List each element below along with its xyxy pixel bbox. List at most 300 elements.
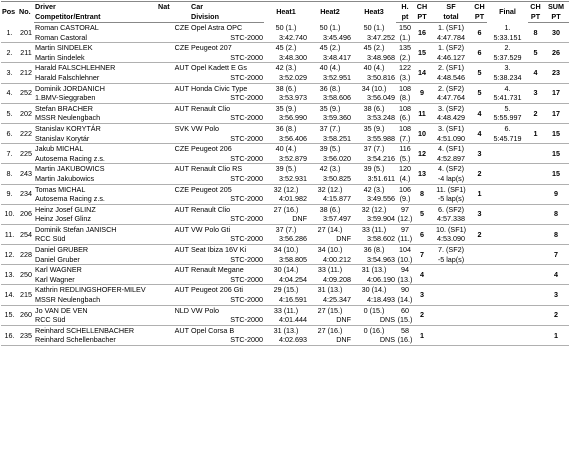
sum-points: 17 [543,83,569,103]
heat1-time: 3:48.300 [264,53,308,63]
division-label: STC-2000 [190,335,264,345]
pos-cell: 13. [1,265,18,285]
heat3-points: 36 (8.) [363,245,385,255]
ch-points-final [528,204,543,224]
driver-name: Martin JAKUBOWICS [35,164,105,174]
heat-points-total: 135 [399,43,411,53]
table-body [1,23,569,346]
number-cell: 250 [18,265,34,285]
superfinal-position: 2. (SF1) [438,63,464,73]
heat2-time: 4:25.347 [308,295,352,305]
heat3-time: 3:54.216 [352,154,396,164]
table-row [1,184,569,194]
sum-points: 2 [543,305,569,325]
sum-points: 8 [543,204,569,224]
heat2-points: 27 (16.) [317,325,343,335]
heat-points-total: 97 [401,224,409,234]
ch-points-final [528,224,543,244]
final-time [487,335,528,345]
pos-cell: 5. [1,103,18,123]
car-model: VW Polo [191,305,219,315]
heat3-points: 32 (12.) [361,204,387,214]
col-pos-header: Pos [1,2,18,23]
driver-name: Stanislav KORYTÁR [35,123,101,133]
number-cell: 201 [18,23,34,43]
heat1-points: 36 (8.) [275,123,297,133]
ch-points-heats: 7 [414,245,430,265]
car-model: Peugeot 207 [191,43,232,53]
heat3-points: 50 (1.) [363,22,385,32]
ch-points-superfinal [472,325,487,345]
car-model: Peugeot 205 [191,184,232,194]
heat-rank: (3.) [396,73,414,83]
superfinal-position: 10. (SF1) [436,224,466,234]
superfinal-time: 4:51.090 [430,134,472,144]
heat3-points: 34 (10.) [361,83,387,93]
entrant-name: Martin Jakubowics [34,174,157,184]
driver-name: Jakub MICHAL [35,144,84,154]
table-row [1,83,569,93]
ch-points-superfinal: 6 [472,43,487,63]
table-row [1,204,569,214]
heat2-points: 50 (1.) [319,22,341,32]
heat-rank: (5.) [396,154,414,164]
heat3-time: 3:51.611 [352,174,396,184]
pos-cell: 14. [1,285,18,305]
sum-points: 7 [543,245,569,265]
sum-points: 3 [543,285,569,305]
division-label: STC-2000 [190,234,264,244]
entrant-name: Martin Sindelek [34,53,157,63]
number-cell: 254 [18,224,34,244]
nationality: AUT [157,164,190,184]
heat-points-total: 122 [399,63,411,73]
final-position: 1. [504,22,511,32]
nationality: SVK [157,123,190,143]
division-label: STC-2000 [190,73,264,83]
nationality: AUT [157,285,190,305]
superfinal-position: 6. (SF2) [438,204,464,214]
heat2-time: 3:45.496 [308,33,352,43]
car-model: Renault Clio [191,103,231,113]
ch-points-superfinal: 6 [472,23,487,43]
ch-points-final [528,305,543,325]
superfinal-time: 4:48.429 [430,113,472,123]
heat3-points: 30 (14.) [361,285,387,295]
final-time [487,295,528,305]
heat3-points: 35 (9.) [363,123,385,133]
nationality: NLD [157,305,190,325]
division-label: STC-2000 [190,93,264,103]
heat2-points: 32 (12.) [317,184,343,194]
ch-points-final: 1 [528,123,543,143]
heat3-time: 3:56.049 [352,93,396,103]
nationality: CZE [157,184,190,204]
heat2-points: 35 (9.) [319,103,341,113]
sum-points: 4 [543,265,569,285]
col-entrant-header: Competitor/Entrant [34,12,157,23]
heat2-points: 40 (4.) [319,63,341,73]
heat3-time: 3:48.968 [352,53,396,63]
number-cell: 211 [18,43,34,63]
table-header [1,2,569,23]
division-label: STC-2000 [190,315,264,325]
table-row [1,103,569,113]
heat3-points: 40 (4.) [363,63,385,73]
nationality: AUT [157,265,190,285]
col-driver-header: Driver [34,2,157,13]
ch-points-superfinal: 2 [472,164,487,184]
heat3-points: 33 (11.) [361,224,387,234]
pos-cell: 4. [1,83,18,103]
heat2-time: 3:52.951 [308,73,352,83]
heat-points-total: 106 [399,184,411,194]
heat2-points: 27 (15.) [317,305,343,315]
superfinal-time: 4:47.764 [430,93,472,103]
number-cell: 222 [18,123,34,143]
table-row [1,123,569,133]
ch-points-heats: 12 [414,144,430,164]
heat3-points: 39 (5.) [363,164,385,174]
pos-cell: 16. [1,325,18,345]
superfinal-position: 3. (SF2) [438,103,464,113]
heat3-points: 42 (3.) [363,184,385,194]
heat-points-total: 58 [401,325,409,335]
nationality: AUT [157,83,190,103]
heat1-points: 37 (7.) [275,224,297,234]
heat3-points: 38 (6.) [363,103,385,113]
driver-name: Kathrin REDLINGSHOFER-MILEV [35,285,146,295]
entrant-name: Karl Wagner [34,275,157,285]
ch-points-superfinal: 2 [472,224,487,244]
heat1-time: 3:42.740 [264,33,308,43]
number-cell: 260 [18,305,34,325]
sum-points: 15 [543,164,569,184]
driver-name: Reinhard SCHELLENBACHER [35,325,135,335]
final-time: 5:33.151 [487,33,528,43]
heat3-points: 31 (13.) [361,265,387,275]
ch-points-heats: 4 [414,265,430,285]
superfinal-position [430,285,472,295]
col-division-header: Division [190,12,264,23]
superfinal-position: 2. (SF2) [438,83,464,93]
heat3-time: 3:47.252 [352,33,396,43]
entrant-name: RCC Süd [34,234,157,244]
ch-points-heats: 14 [414,63,430,83]
heat3-time: 3:54.963 [352,255,396,265]
heat3-points: 37 (7.) [363,144,385,154]
final-position: 5. [504,103,511,113]
heat1-time: 4:01.444 [264,315,308,325]
heat3-time: 3:58.602 [352,234,396,244]
number-cell: 215 [18,285,34,305]
heat1-points: 33 (11.) [273,305,299,315]
superfinal-time: 4:53.090 [430,234,472,244]
heat1-time: 3:56.990 [264,113,308,123]
heat3-time: 3:53.248 [352,113,396,123]
heat-rank: (14.) [397,295,413,305]
division-label: STC-2000 [190,174,264,184]
pos-cell: 15. [1,305,18,325]
heat2-time: DNF [308,335,352,345]
ch-points-heats: 6 [414,224,430,244]
col-chpt1-header-2: PT [414,12,430,23]
pos-cell: 6. [1,123,18,143]
entrant-name: Heinz Josef Glinz [34,214,157,224]
number-cell: 234 [18,184,34,204]
heat-points-total: 108 [399,83,411,93]
heat-points-total: 60 [401,305,409,315]
col-hpt-header: H. [396,2,414,13]
final-time [487,194,528,204]
superfinal-time: 4:47.784 [430,33,472,43]
final-time: 5:41.731 [487,93,528,103]
sum-points: 17 [543,103,569,123]
ch-points-final: 4 [528,63,543,83]
heat-points-total: 104 [399,245,411,255]
ch-points-final: 8 [528,23,543,43]
heat1-points: 31 (13.) [273,325,299,335]
final-position [487,305,528,315]
superfinal-time: 4:52.897 [430,154,472,164]
heat2-time: 3:56.020 [308,154,352,164]
ch-points-heats: 11 [414,103,430,123]
ch-points-superfinal: 5 [472,83,487,103]
entrant-name: Autosema Racing z.s. [34,194,157,204]
heat1-points: 42 (3.) [275,63,297,73]
heat3-points: 45 (2.) [363,43,385,53]
superfinal-time: -5 lap(s) [430,255,472,265]
nationality: CZE [157,144,190,164]
entrant-name: MSSR Neulengbach [34,113,157,123]
pos-cell: 2. [1,43,18,63]
heat1-time: 3:53.973 [264,93,308,103]
entrant-name: RCC Süd [34,315,157,325]
final-position [487,164,528,174]
final-time [487,315,528,325]
ch-points-superfinal: 5 [472,63,487,83]
pos-cell: 8. [1,164,18,184]
superfinal-position: 1. (SF1) [438,23,464,32]
nationality: CZE [157,43,190,63]
heat3-time: 4:06.190 [352,275,396,285]
heat-points-total: 116 [399,144,411,154]
division-label: STC-2000 [190,295,264,305]
heat1-points: 29 (15.) [273,285,299,295]
heat2-points: 37 (7.) [319,123,341,133]
driver-name: Stefan BRACHER [35,103,93,113]
heat1-time: 4:16.591 [264,295,308,305]
table-row [1,305,569,315]
division-label: STC-2000 [190,214,264,224]
heat1-points: 32 (12.) [273,184,299,194]
final-time [487,255,528,265]
superfinal-time [430,295,472,305]
superfinal-position: 3. (SF1) [438,123,464,133]
nationality: AUT [157,63,190,83]
heat1-time: 3:52.029 [264,73,308,83]
division-label: STC-2000 [190,275,264,285]
heat1-points: 40 (4.) [275,144,297,154]
final-position: 6. [504,123,511,133]
ch-points-superfinal [472,285,487,305]
heat-rank: (11.) [397,234,413,244]
driver-name: Dominik JORDANICH [35,83,105,93]
entrant-name: Harald Falschlehner [34,73,157,83]
car-model: Renault Clio [191,204,231,214]
division-label: STC-2000 [190,255,264,265]
superfinal-time: 4:46.127 [430,53,472,63]
heat1-points: 50 (1.) [275,22,297,32]
superfinal-position: 7. (SF2) [438,245,464,255]
table-row [1,265,569,275]
superfinal-position [430,265,472,275]
heat3-points: 0 (15.) [363,305,385,315]
heat3-time: 3:50.816 [352,73,396,83]
ch-points-superfinal: 4 [472,123,487,143]
sum-points: 15 [543,144,569,164]
number-cell: 212 [18,63,34,83]
heat2-time: 4:00.212 [308,255,352,265]
table-row [1,325,569,335]
heat1-points: 34 (10.) [273,245,299,255]
heat1-time: 3:56.406 [264,134,308,144]
pos-cell: 3. [1,63,18,83]
final-time: 5:45.719 [487,134,528,144]
division-label: STC-2000 [190,194,264,204]
heat1-points: 38 (6.) [275,83,297,93]
heat1-time: DNF [264,214,308,224]
driver-name: Roman CASTORAL [35,23,99,32]
heat2-points: 38 (6.) [319,204,341,214]
col-sf-header: SF [430,2,472,13]
superfinal-time: 4:48.546 [430,73,472,83]
nationality: AUT [157,103,190,123]
table-row [1,144,569,154]
driver-name: Tomas MICHAL [35,184,86,194]
heat2-time: 3:48.417 [308,53,352,63]
final-position [487,285,528,295]
car-model: VW Polo Gti [191,224,231,234]
entrant-name: Daniel Gruber [34,255,157,265]
final-time [487,214,528,224]
heat3-time: 3:55.988 [352,134,396,144]
number-cell: 225 [18,144,34,164]
pos-cell: 1. [1,23,18,43]
car-model: Opel Kadett E Gs [191,63,247,73]
division-label: STC-2000 [190,134,264,144]
superfinal-position: 1. (SF2) [438,43,464,53]
final-position [487,265,528,275]
heat1-points: 39 (5.) [275,164,297,174]
heat2-time: 4:09.208 [308,275,352,285]
heat2-points: 36 (8.) [319,83,341,93]
ch-points-superfinal: 1 [472,184,487,204]
sum-points: 9 [543,184,569,204]
heat-rank: (4.) [396,174,414,184]
heat2-time: 3:58.251 [308,134,352,144]
heat1-time: 4:01.982 [264,194,308,204]
superfinal-position: 11. (SF1) [436,184,466,194]
final-position [487,325,528,335]
superfinal-time [430,275,472,285]
final-time: 5:55.997 [487,113,528,123]
final-time [487,154,528,164]
superfinal-time [430,335,472,345]
table-row [1,23,569,33]
ch-points-final [528,245,543,265]
car-model: Renault Clio RS [191,164,243,174]
col-car-header: Car [190,2,264,13]
pos-cell: 10. [1,204,18,224]
superfinal-time: -5 lap(s) [430,194,472,204]
final-position: 2. [504,43,511,53]
ch-points-final [528,164,543,184]
ch-points-heats: 15 [414,43,430,63]
entrant-name: Stanislav Korytár [34,134,157,144]
sum-points: 23 [543,63,569,83]
ch-points-heats: 8 [414,184,430,204]
division-label: STC-2000 [190,113,264,123]
col-chpt2-header-2: PT [472,12,487,23]
results-table [1,1,569,346]
heat-rank: (8.) [396,93,414,103]
heat2-points: 34 (10.) [317,245,343,255]
driver-name: Daniel GRUBER [35,245,89,255]
final-time [487,275,528,285]
ch-points-superfinal [472,265,487,285]
ch-points-superfinal: 4 [472,103,487,123]
pos-cell: 9. [1,184,18,204]
ch-points-heats: 10 [414,123,430,143]
superfinal-time [430,315,472,325]
heat2-points: 33 (11.) [317,265,343,275]
heat2-points: 39 (5.) [319,144,341,154]
ch-points-final [528,184,543,204]
final-time [487,174,528,184]
heat1-points: 35 (9.) [275,103,297,113]
heat-rank: (15.) [397,315,413,325]
table-row [1,245,569,255]
superfinal-position: 4. (SF1) [438,144,464,154]
ch-points-superfinal [472,245,487,265]
heat3-time: 3:59.904 [352,214,396,224]
ch-points-final: 5 [528,43,543,63]
division-label: STC-2000 [190,154,264,164]
number-cell: 235 [18,325,34,345]
heat-points-total: 120 [399,164,411,174]
col-heat3-header: Heat3 [352,2,396,23]
heat1-time: 4:02.693 [264,335,308,345]
division-label: STC-2000 [190,33,264,43]
heat-rank: (16.) [397,335,413,345]
heat2-time: 3:59.360 [308,113,352,123]
col-hpt-header-2: pt [396,12,414,23]
car-model: Opel Astra OPC [191,23,243,32]
number-cell: 243 [18,164,34,184]
ch-points-final [528,265,543,285]
ch-points-final: 3 [528,83,543,103]
heat2-time: 3:58.606 [308,93,352,103]
heat2-points: 45 (2.) [319,43,341,53]
heat3-time: DNS [352,335,396,345]
final-position [487,224,528,234]
superfinal-position: 4. (SF2) [438,164,464,174]
superfinal-position [430,325,472,335]
car-model: VW Polo [191,123,219,133]
table-row [1,164,569,174]
nationality: AUT [157,245,190,265]
